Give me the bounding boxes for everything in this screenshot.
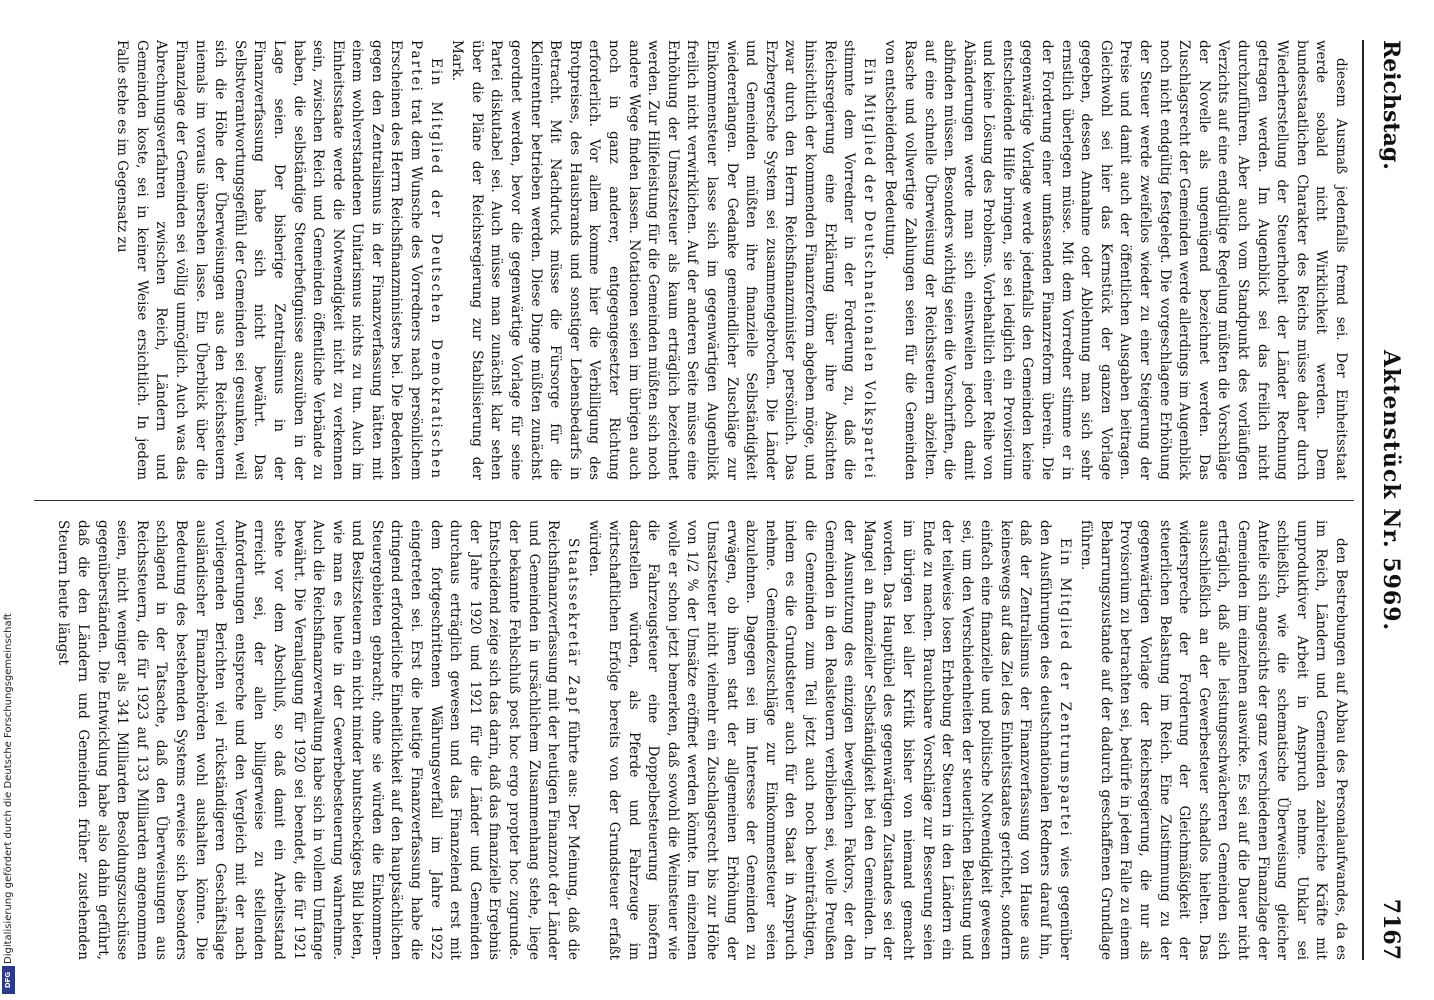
paragraph-text: führte aus: Der Meinung, daß die Reichsfinanzverfassung mit der heutigen Finanznot der Länder und Gemeinden in ursächlichem Zusammenhang stehe, liege der bekannte Fehlschluß post hoc ergo propter hoc zugrunde. Entscheidend zeige sich das darin, daß das finanzielle Ergebnis der Jahre 1920 und 1921 für die Länder und Gemeinden durchaus erträglich gewesen und das Finanzelend erst mit dem fortgeschrittenen Währungsverfall im Jahre 1922 eingetreten sei. Erst die heutige Finanzverfassung habe die dringend erforderliche Einheitlichkeit auf den hauptsächlichen Steuergebieten gebracht; ohne sie würden die Einkommen- und Besitzsteuern ein nicht minder buntscheckiges Bild bieten, wie man es heute in der Gewerbebesteuerung wahrnehme. Auch die Reichsfinanzverwaltung habe sich in vollem Umfange bewährt. Die Veranlagung für 1920 sei beendet, die für 1921 stehe vor dem Abschluß, so daß damit ein Arbeitsstand erreicht sei, der allen billigerweise zu stellenden Anforderungen entspreche und den Vergleich mit der nach vorliegenden Berichten viel rückständigeren Geschäftslage ausländischer Finanzbehörden wohl aushalten könne. Die Bedeutung des bestehenden Systems erweise sich besonders schlagend in der Tatsache, daß den Überweisungen aus Reichssteuern, die für 1923 auf 133 Milliarden angenommen seien, nicht weniger als 341 Milliarden Besoldungszuschüsse gegenüberständen. Die Entwicklung habe also dahin geführt, daß die den Ländern und Gemeinden früher zustehenden Steuern heute längst: [55, 520, 581, 960]
paragraph-text: wies gegenüber den Ausführungen des deutschnationalen Redners darauf hin, daß der Zentralismus der Finanzverfassung von Hause aus keineswegs auf das Ziel des Einheitsstaates gerichtet, sondern einfach eine finanzielle und politische Notwendigkeit gewesen sei, um den Verschiedenheiten der steuerlichen Belastung und der teilweise losen Erhebung der Steuern in den Ländern ein Ende zu machen. Brauchbare Vorschläge zur Besserung seien im übrigen bei aller Kritik bisher von niemand gemacht worden. Das Hauptübel des gegenwärtigen Zustandes sei der Mangel an finanzieller Selbständigkeit bei den Gemeinden. In der Ausnutzung des einzigen beweglichen Faktors, der den Gemeinden in den Realsteuern verblieben sei, wolle Preußen die Gemeinden zum Teil jetzt auch noch beeinträchtigen, indem es die Grundsteuer auch für den Staat in Anspruch nehme. Gemeindezuschläge zur Einkommensteuer seien abzulehnen. Dagegen sei im Interesse der Gemeinden zu erwägen, ob ihnen statt der allgemeinen Erhöhung der Umsatzsteuer nicht vielmehr ein Zuschlagsrecht bis zur Höhe von 1/2 % der Umsätze eröffnet werden könnte. Im einzelnen wolle er schon jetzt bemerken, daß sowohl die Weinsteuer wie die Fahrzeugsteuer eine Doppelbesteuerung insofern darstellen würden, als Pferde und Fahrzeuge im wirtschaftlichen Erfolge bereits von der Grundsteuer erfaßt würden.: [586, 520, 1073, 960]
speaker-label: Ein Mitglied der Deutschen Demokratischen Partei: [408, 40, 444, 480]
paragraph: den Bestrebungen auf Abbau des Personalaufwandes, da es im Reich, Ländern und Gemeinden zahlreiche Kräfte mit unproduktiver Arbeit in Anspruch nehme. Unklar sei schließlich, wie die schematische Überweisung gleicher Anteile sich angesichts der ganz verschiedenen Finanzlage der Gemeinden im einzelnen auswirke. Es sei auf die Dauer nicht erträglich, daß alle leistungsschwächeren Gemeinden sich ausschließlich an der Gewerbesteuer schadlos hielten. Das widerspreche der Forderung der Gleichmäßigkeit der steuerlichen Belastung im Reich. Eine Zustimmung zu der gegenwärtigen Vorlage der Reichsregierung, die nur als Provisorium zu betrachten sei, bedürfe in jedem Falle zu einem Beharrungszustande auf der dadurch geschaffenen Grundlage führen.: [1078, 520, 1349, 960]
header-rule: [1362, 40, 1364, 960]
speaker-label: Staatssekretär Zapf: [564, 538, 581, 715]
paragraph: diesem Ausmaß jedenfalls fremd sei. Der Einheitsstaat werde sobald nicht Wirklichkeit werden. Dem bundesstaatlichen Charakter des Reichs müsse daher durch Wiederherstellung der Steuerhoheit der Länder Rechnung getragen werden. Im Augenblick sei das freilich nicht durchzuführen. Aber auch vom Standpunkt des vorläufigen Verzichts auf eine endgültige Regelung müßten die Vorschläge der Novelle als ungenügend bezeichnet werden. Das Zuschlagsrecht der Gemeinden werde allerdings im Augenblick noch nicht endgültig festgelegt. Die vorgeschlagene Erhöhung der Steuer werde zweifellos wieder zu einer Steigerung der Preise und damit auch der öffentlichen Ausgaben beitragen. Gleichwohl sei hier das Kernstück der ganzen Vorlage gegeben, dessen Annahme oder Ablehnung man sich sehr ernstlich überlegen müsse. Mit dem Vorredner stimme er in der Forderung einer umfassenden Finanzreform überein. Die gegenwärtige Vorlage werde jedenfalls den Gemeinden keine entscheidende Hilfe bringen, sie sei lediglich ein Provisorium und keine Lösung des Problems. Vorbehaltlich einer Reihe von Abänderungen werde man sich einstweilen jedoch damit abfinden müssen. Besonders wichtig seien die Vorschriften, die auf eine schnelle Überweisung der Reichssteuern abzielten. Rasche und vollwertige Zahlungen seien für die Gemeinden von entscheidender Bedeutung.: [882, 40, 1349, 480]
paragraph: [112, 40, 445, 480]
column-divider: [34, 500, 1354, 501]
page-number: 7167: [1378, 898, 1404, 960]
paragraph-text: trat dem Wunsche des Vorredners nach persönlichem Erscheinen des Herrn Reichsfinanzministers bei. Die Bedenken gegen den Zentralismus in der Finanzverfassung hätten mit einem wohlverstandenen Unitarismus nichts zu tun. Auch im Einheitsstaate werde die Notwendigkeit nicht zu verkennen sein, zwischen Reich und Gemeinden öffentliche Verbände zu haben, die selbständige Steuerbefugnisse auszuüben in der Lage seien. Der bisherige Zentralismus in der Finanzverfassung habe sich nicht bewährt. Das Selbstverantwortungsgefühl der Gemeinden sei gesunken, weil sich die Höhe der Überweisungen aus den Reichssteuern niemals im voraus übersehen lasse. Ein Überblick über die Finanzlage der Gemeinden sei völlig unmöglich. Auch was das Abrechnungsverfahren zwischen Reich, Ländern und Gemeinden koste, sei in keiner Weise ersichtlich. In jedem Falle stehe es im Gegensatz zu: [114, 40, 425, 480]
dfg-logo-icon: [2, 966, 15, 994]
logo-text: DFG: [4, 971, 13, 989]
text-column-right: [50, 520, 1350, 960]
credit-text: Digitalisierung gefördert durch die Deutsche Forschungsgemeinschaft: [3, 613, 14, 964]
paragraph: [584, 520, 1074, 960]
header-document-number: Aktenstück Nr. 5969.: [1378, 350, 1404, 632]
header-section-title: Reichstag.: [1378, 40, 1404, 170]
paragraph-text: stimmte dem Vorredner in der Forderung zu, daß die Reichsregierung eine Erklärung über ihre Absichten hinsichtlich der kommenden Finanzreform abgeben möge, und zwar durch den Herrn Reichsfinanzminister persönlich. Das Erzbergersche System sei zusammengebrochen. Die Länder und Gemeinden müßten ihre finanzielle Selbständigkeit wiedererlangen. Der Gedanke gemeindlicher Zuschläge zur Einkommensteuer lasse sich im gegenwärtigen Augenblick freilich nicht verwirklichen. Auf der anderen Seite müsse eine Erhöhung der Umsatzsteuer als kaum erträglich bezeichnet werden. Zur Hilfeleistung für die Gemeinden müßten sich noch andere Wege finden lassen. Notationen seien im übrigen auch noch in ganz anderer, entgegengesetzter Richtung erforderlich. Vor allem komme hier die Verbilligung des Brotpreises, des Hausbrands und sonstiger Lebensbedarfs in Betracht. Mit Nachdruck müsse die Fürsorge für die Kleinrentner betrieben werden. Diese Dinge müßten zunächst geordnet werden, bevor die gegenwärtige Vorlage für seine Partei diskutabel sei. Auch müsse man zunächst klar sehen über die Pläne der Reichsregierung zur Stabilisierung der Mark.: [449, 40, 858, 480]
text-column-left: [50, 40, 1350, 480]
paragraph: [447, 40, 878, 480]
speaker-label: Ein Mitglied der Deutschnationalen Volkspartei: [860, 58, 877, 480]
speaker-label: Ein Mitglied der Zentrumspartei: [1056, 538, 1073, 838]
page-header: [1370, 40, 1410, 960]
paragraph: [53, 520, 582, 960]
digitization-credit: [2, 0, 16, 1000]
